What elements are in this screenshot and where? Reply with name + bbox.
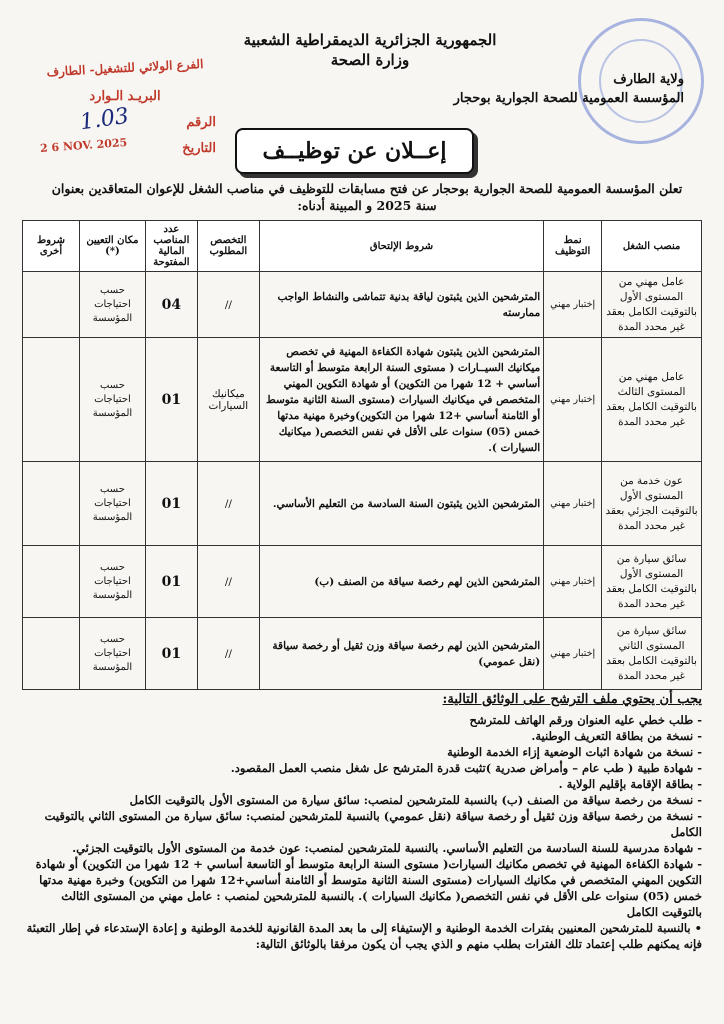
- cell-other: [23, 618, 80, 690]
- table-row: [23, 546, 702, 618]
- stamp-date-label: التاريخ: [182, 141, 216, 156]
- cell-place: حسب احتياجات المؤسسة: [79, 546, 145, 618]
- cell-other: [23, 546, 80, 618]
- cell-count: 01: [145, 462, 197, 546]
- cell-specialty: //: [197, 272, 259, 338]
- cell-place: حسب احتياجات المؤسسة: [79, 338, 145, 462]
- cell-count: 04: [145, 272, 197, 338]
- header-post: منصب الشغل: [602, 221, 702, 272]
- cell-conditions: المترشحين الذين يثبتون لياقة بدنية تتماشى والنشاط الواجب ممارسته: [259, 272, 543, 338]
- cell-post: عامل مهني من المستوى الثالث بالتوقيت الكامل بعقد غير محدد المدة: [602, 338, 702, 462]
- stamp-agency: الفرع الولائي للتشغيل- الطارف: [46, 56, 204, 80]
- cell-post: عامل مهني من المستوى الأول بالتوقيت الكامل بعقد غير محدد المدة: [602, 272, 702, 338]
- required-documents-section: [18, 692, 702, 952]
- list-item: - نسخة من رخصة سياقة من الصنف (ب) بالنسبة للمترشحين لمنصب: سائق سيارة من المستوى الأول بالتوقيت الكامل: [129, 793, 702, 807]
- cell-count: 01: [145, 546, 197, 618]
- list-item: - نسخة من رخصة سياقة وزن ثقيل أو رخصة سياقة (نقل عمومي) بالنسبة للمترشحين لمنصب: سائق سيارة من المستوى الثاني بالتوقيت الكامل: [44, 809, 702, 839]
- cell-other: [23, 338, 80, 462]
- stamp-number-label: الرقم: [186, 115, 216, 130]
- cell-specialty: //: [197, 546, 259, 618]
- header-specialty: التخصص المطلوب: [197, 221, 259, 272]
- cell-mode: إختبار مهني: [544, 618, 602, 690]
- intro-paragraph: تعلن المؤسسة العمومية للصحة الجوارية بوحجار عن فتح مسابقات للتوظيف في مناصب الشغل للإعوان المتعاقدين بعنوان سنة 2025 و المبينة أدناه:: [51, 181, 683, 213]
- header-institution-block: [354, 70, 684, 108]
- list-item: - نسخة من بطاقة التعريف الوطنية.: [531, 729, 702, 743]
- cell-other: [23, 272, 80, 338]
- cell-conditions: المترشحين الذين لهم رخصة سياقة من الصنف (ب): [259, 546, 543, 618]
- header-other: شروط أخرى: [23, 221, 80, 272]
- list-item: - شهادة طبية ( طب عام – وأمراض صدرية )تثبت قدرة المترشح عل شغل منصب العمل المقصود.: [230, 761, 702, 775]
- cell-post: سائق سيارة من المستوى الثاني بالتوقيت الكامل بعقد غير محدد المدة: [602, 618, 702, 690]
- list-item: - طلب خطي عليه العنوان ورقم الهاتف للمترشح: [469, 713, 702, 727]
- cell-count: 01: [145, 338, 197, 462]
- ministry-name: وزارة الصحة: [330, 51, 410, 69]
- cell-specialty: //: [197, 462, 259, 546]
- cell-post: عون خدمة من المستوى الأول بالتوقيت الجزئي بعقد غير محدد المدة: [602, 462, 702, 546]
- cell-mode: إختبار مهني: [544, 338, 602, 462]
- cell-conditions: المترشحين الذين لهم رخصة سياقة وزن ثقيل أو رخصة سياقة (نقل عمومي): [259, 618, 543, 690]
- cell-place: حسب احتياجات المؤسسة: [79, 272, 145, 338]
- list-item: - شهادة الكفاءة المهنية في تخصص مكانيك السيارات( مستوى السنة الرابعة متوسط أو التاسعة أساسي + 12 شهرا من التكوين) أو شهادة التكوين المهني المتخصص في مكانيك السيارات (مستوى السنة الثانية متوسط أو الثامنة أساسي+12 شهرا من التكوين) وخبرة مهنية مدتها خمس (05) سنوات على الأقل في نفس التخصص( مكانيك السيارات ). بالنسبة للمترشحين لمنصب : عامل مهني من المستوى الثالث بالتوقيت الكامل: [35, 857, 702, 919]
- list-item: - بطاقة الإقامة بإقليم الولاية .: [558, 777, 702, 791]
- header-republic-block: [220, 30, 520, 70]
- stamp-date: 2 6 NOV. 2025: [39, 135, 128, 156]
- table-row: [23, 272, 702, 338]
- cell-specialty: //: [197, 618, 259, 690]
- wilaya-name: ولاية الطارف: [613, 72, 684, 87]
- cell-other: [23, 462, 80, 546]
- list-item: - شهادة مدرسية للسنة السادسة من التعليم الأساسي. بالنسبة للمترشحين لمنصب: عون خدمة من المستوى الأول بالتوقيت الجزئي.: [72, 841, 702, 855]
- cell-mode: إختبار مهني: [544, 462, 602, 546]
- republic-name: الجمهورية الجزائرية الديمقراطية الشعبية: [243, 31, 497, 49]
- cell-mode: إختبار مهني: [544, 272, 602, 338]
- incoming-mail-stamp: [30, 55, 220, 170]
- cell-specialty: ميكانيك السيارات: [197, 338, 259, 462]
- table-row: [23, 338, 702, 462]
- header-mode: نمط التوظيف: [544, 221, 602, 272]
- cell-conditions: المترشحين الذين يثبتون السنة السادسة من التعليم الأساسي.: [259, 462, 543, 546]
- header-conditions: شروط الإلتحاق: [259, 221, 543, 272]
- cell-place: حسب احتياجات المؤسسة: [79, 618, 145, 690]
- cell-post: سائق سيارة من المستوى الأول بالتوقيت الكامل بعقد غير محدد المدة: [602, 546, 702, 618]
- header-place: مكان التعيين (*): [79, 221, 145, 272]
- cell-place: حسب احتياجات المؤسسة: [79, 462, 145, 546]
- jobs-table: [22, 220, 702, 690]
- cell-mode: إختبار مهني: [544, 546, 602, 618]
- table-row: [23, 618, 702, 690]
- cell-count: 01: [145, 618, 197, 690]
- cell-conditions: المترشحين الذين يثبتون شهادة الكفاءة المهنية في تخصص ميكانيك السيــارات ( مستوى السنة الرابعة متوسط أو التاسعة أساسي + 12 شهرا من التكوين) أو شهادة التكوين المهني المتخصص في ميكانيك السيارات (مستوى السنة الثانية متوسط أو الثامنة أساسي +12 شهرا من التكوين)وخبرة مهنية مدتها خمس (05) سنوات على الأقل في نفس التخصص( ميكانيك السيارات ).: [259, 338, 543, 462]
- list-item: - نسخة من شهادة اثبات الوضعية إزاء الخدمة الوطنية: [447, 745, 702, 759]
- list-item: • بالنسبة للمترشحين المعنيين بفترات الخدمة الوطنية و الإستيفاء إلى ما بعد المدة القانونية للخدمة الوطنية و إعادة الإستدعاء في إطار التعبئة فإنه يمكنهم طلب إعتماد تلك الفترات بطلب منهم و الذي يجب أن يكون مرفقا بالوثائق التالية:: [26, 921, 702, 951]
- stamp-number: 1.03: [78, 103, 131, 136]
- table-row: [23, 462, 702, 546]
- institution-name: المؤسسة العمومية للصحة الجوارية بوحجار: [453, 91, 684, 106]
- documents-heading: يجب أن يحتوي ملف الترشح على الوثائق التالية:: [442, 692, 702, 707]
- header-count: عدد المناصب المالية المفتوحة: [145, 221, 197, 272]
- table-header-row: [23, 221, 702, 272]
- stamp-mail: البريـد الـوارد: [89, 89, 161, 104]
- page-title: إعــلان عن توظيــف: [235, 128, 474, 174]
